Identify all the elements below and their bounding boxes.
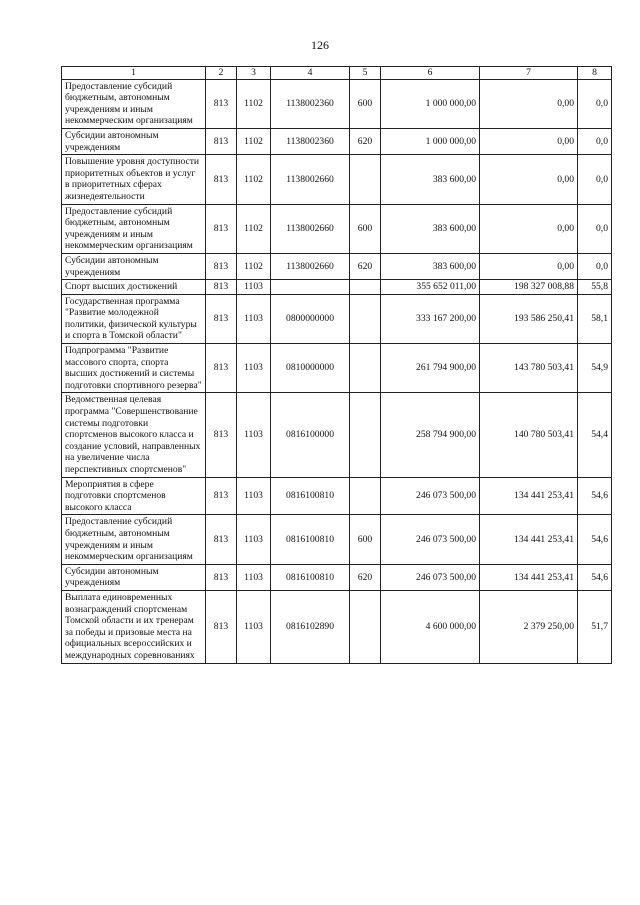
execution-percent: 54,6: [578, 515, 612, 564]
table-row: [62, 294, 612, 343]
chapter-code: 813: [206, 155, 237, 204]
chapter-code: 813: [206, 280, 237, 295]
table-row: [62, 79, 612, 128]
execution-percent: 0,0: [578, 155, 612, 204]
expense-type-code: 620: [350, 564, 381, 590]
section-code: 1103: [237, 294, 271, 343]
execution-percent: 0,0: [578, 128, 612, 154]
chapter-code: 813: [206, 393, 237, 477]
execution-percent: 54,6: [578, 564, 612, 590]
column-header: 1: [62, 67, 206, 80]
section-code: 1102: [237, 79, 271, 128]
chapter-code: 813: [206, 590, 237, 663]
expense-type-code: 600: [350, 204, 381, 253]
target-article-code: 0810000000: [271, 344, 350, 393]
row-name: Субсидии автономным учреждениям: [62, 564, 206, 590]
plan-amount: 383 600,00: [381, 155, 480, 204]
expense-type-code: 620: [350, 253, 381, 279]
row-name: Предоставление субсидий бюджетным, автономным учреждениям и иным некоммерческим организациям: [62, 79, 206, 128]
row-name: Субсидии автономным учреждениям: [62, 128, 206, 154]
header-row: [62, 67, 612, 80]
target-article-code: [271, 280, 350, 295]
chapter-code: 813: [206, 344, 237, 393]
execution-percent: 55,8: [578, 280, 612, 295]
execution-percent: 0,0: [578, 79, 612, 128]
row-name: Предоставление субсидий бюджетным, автономным учреждениям и иным некоммерческим организациям: [62, 204, 206, 253]
section-code: 1103: [237, 344, 271, 393]
chapter-code: 813: [206, 564, 237, 590]
target-article-code: 1138002660: [271, 253, 350, 279]
section-code: 1103: [237, 280, 271, 295]
plan-amount: 383 600,00: [381, 253, 480, 279]
expense-type-code: 600: [350, 515, 381, 564]
plan-amount: 4 600 000,00: [381, 590, 480, 663]
target-article-code: 0800000000: [271, 294, 350, 343]
row-name: Выплата единовременных вознаграждений спортсменам Томской области и их тренерам за победы и призовые места на официальных всероссийских и международных соревнованиях: [62, 590, 206, 663]
plan-amount: 246 073 500,00: [381, 515, 480, 564]
expense-type-code: [350, 393, 381, 477]
budget-table: [61, 66, 612, 664]
chapter-code: 813: [206, 204, 237, 253]
table-row: [62, 393, 612, 477]
executed-amount: 140 780 503,41: [480, 393, 578, 477]
column-header: 4: [271, 67, 350, 80]
row-name: Ведомственная целевая программа "Совершенствование системы подготовки спортсменов высокого класса и создание условий, направленных на увеличение числа перспективных спортсменов": [62, 393, 206, 477]
execution-percent: 58,1: [578, 294, 612, 343]
row-name: Предоставление субсидий бюджетным, автономным учреждениям и иным некоммерческим организациям: [62, 515, 206, 564]
executed-amount: 134 441 253,41: [480, 477, 578, 515]
execution-percent: 0,0: [578, 253, 612, 279]
executed-amount: 143 780 503,41: [480, 344, 578, 393]
table-row: [62, 477, 612, 515]
chapter-code: 813: [206, 79, 237, 128]
executed-amount: 0,00: [480, 128, 578, 154]
execution-percent: 54,9: [578, 344, 612, 393]
page-number: 126: [311, 38, 329, 52]
budget-table-body: [62, 79, 612, 663]
target-article-code: 0816100810: [271, 515, 350, 564]
table-row: [62, 155, 612, 204]
target-article-code: 1138002660: [271, 155, 350, 204]
chapter-code: 813: [206, 253, 237, 279]
row-name: Субсидии автономным учреждениям: [62, 253, 206, 279]
executed-amount: 0,00: [480, 155, 578, 204]
section-code: 1103: [237, 393, 271, 477]
expense-type-code: [350, 590, 381, 663]
executed-amount: 2 379 250,00: [480, 590, 578, 663]
row-name: Спорт высших достижений: [62, 280, 206, 295]
expense-type-code: [350, 280, 381, 295]
executed-amount: 0,00: [480, 204, 578, 253]
section-code: 1102: [237, 128, 271, 154]
table-row: [62, 253, 612, 279]
execution-percent: 0,0: [578, 204, 612, 253]
row-name: Мероприятия в сфере подготовки спортсменов высокого класса: [62, 477, 206, 515]
executed-amount: 134 441 253,41: [480, 515, 578, 564]
executed-amount: 134 441 253,41: [480, 564, 578, 590]
table-row: [62, 515, 612, 564]
section-code: 1102: [237, 253, 271, 279]
plan-amount: 383 600,00: [381, 204, 480, 253]
execution-percent: 54,6: [578, 477, 612, 515]
section-code: 1103: [237, 590, 271, 663]
chapter-code: 813: [206, 515, 237, 564]
section-code: 1103: [237, 515, 271, 564]
column-header: 3: [237, 67, 271, 80]
executed-amount: 0,00: [480, 253, 578, 279]
plan-amount: 1 000 000,00: [381, 128, 480, 154]
expense-type-code: [350, 344, 381, 393]
table-row: [62, 204, 612, 253]
plan-amount: 1 000 000,00: [381, 79, 480, 128]
section-code: 1102: [237, 155, 271, 204]
expense-type-code: [350, 155, 381, 204]
target-article-code: 1138002360: [271, 128, 350, 154]
table-row: [62, 344, 612, 393]
table-row: [62, 564, 612, 590]
executed-amount: 0,00: [480, 79, 578, 128]
chapter-code: 813: [206, 477, 237, 515]
expense-type-code: [350, 477, 381, 515]
expense-type-code: [350, 294, 381, 343]
row-name: Повышение уровня доступности приоритетных объектов и услуг в приоритетных сферах жизнедеятельности: [62, 155, 206, 204]
table-row: [62, 128, 612, 154]
target-article-code: 1138002360: [271, 79, 350, 128]
column-header: 2: [206, 67, 237, 80]
column-header: 7: [480, 67, 578, 80]
plan-amount: 333 167 200,00: [381, 294, 480, 343]
plan-amount: 355 652 011,00: [381, 280, 480, 295]
plan-amount: 246 073 500,00: [381, 477, 480, 515]
target-article-code: 0816100810: [271, 564, 350, 590]
expense-type-code: 620: [350, 128, 381, 154]
row-name: Государственная программа "Развитие молодежной политики, физической культуры и спорта в Томской области": [62, 294, 206, 343]
table-row: [62, 280, 612, 295]
column-header: 6: [381, 67, 480, 80]
section-code: 1103: [237, 564, 271, 590]
target-article-code: 0816100000: [271, 393, 350, 477]
expense-type-code: 600: [350, 79, 381, 128]
target-article-code: 0816100810: [271, 477, 350, 515]
row-name: Подпрограмма "Развитие массового спорта, спорта высших достижений и системы подготовки спортивного резерва": [62, 344, 206, 393]
target-article-code: 1138002660: [271, 204, 350, 253]
executed-amount: 198 327 008,88: [480, 280, 578, 295]
execution-percent: 54,4: [578, 393, 612, 477]
column-header: 5: [350, 67, 381, 80]
chapter-code: 813: [206, 128, 237, 154]
column-header: 8: [578, 67, 612, 80]
execution-percent: 51,7: [578, 590, 612, 663]
section-code: 1103: [237, 477, 271, 515]
target-article-code: 0816102890: [271, 590, 350, 663]
section-code: 1102: [237, 204, 271, 253]
chapter-code: 813: [206, 294, 237, 343]
executed-amount: 193 586 250,41: [480, 294, 578, 343]
table-row: [62, 590, 612, 663]
plan-amount: 246 073 500,00: [381, 564, 480, 590]
plan-amount: 258 794 900,00: [381, 393, 480, 477]
plan-amount: 261 794 900,00: [381, 344, 480, 393]
